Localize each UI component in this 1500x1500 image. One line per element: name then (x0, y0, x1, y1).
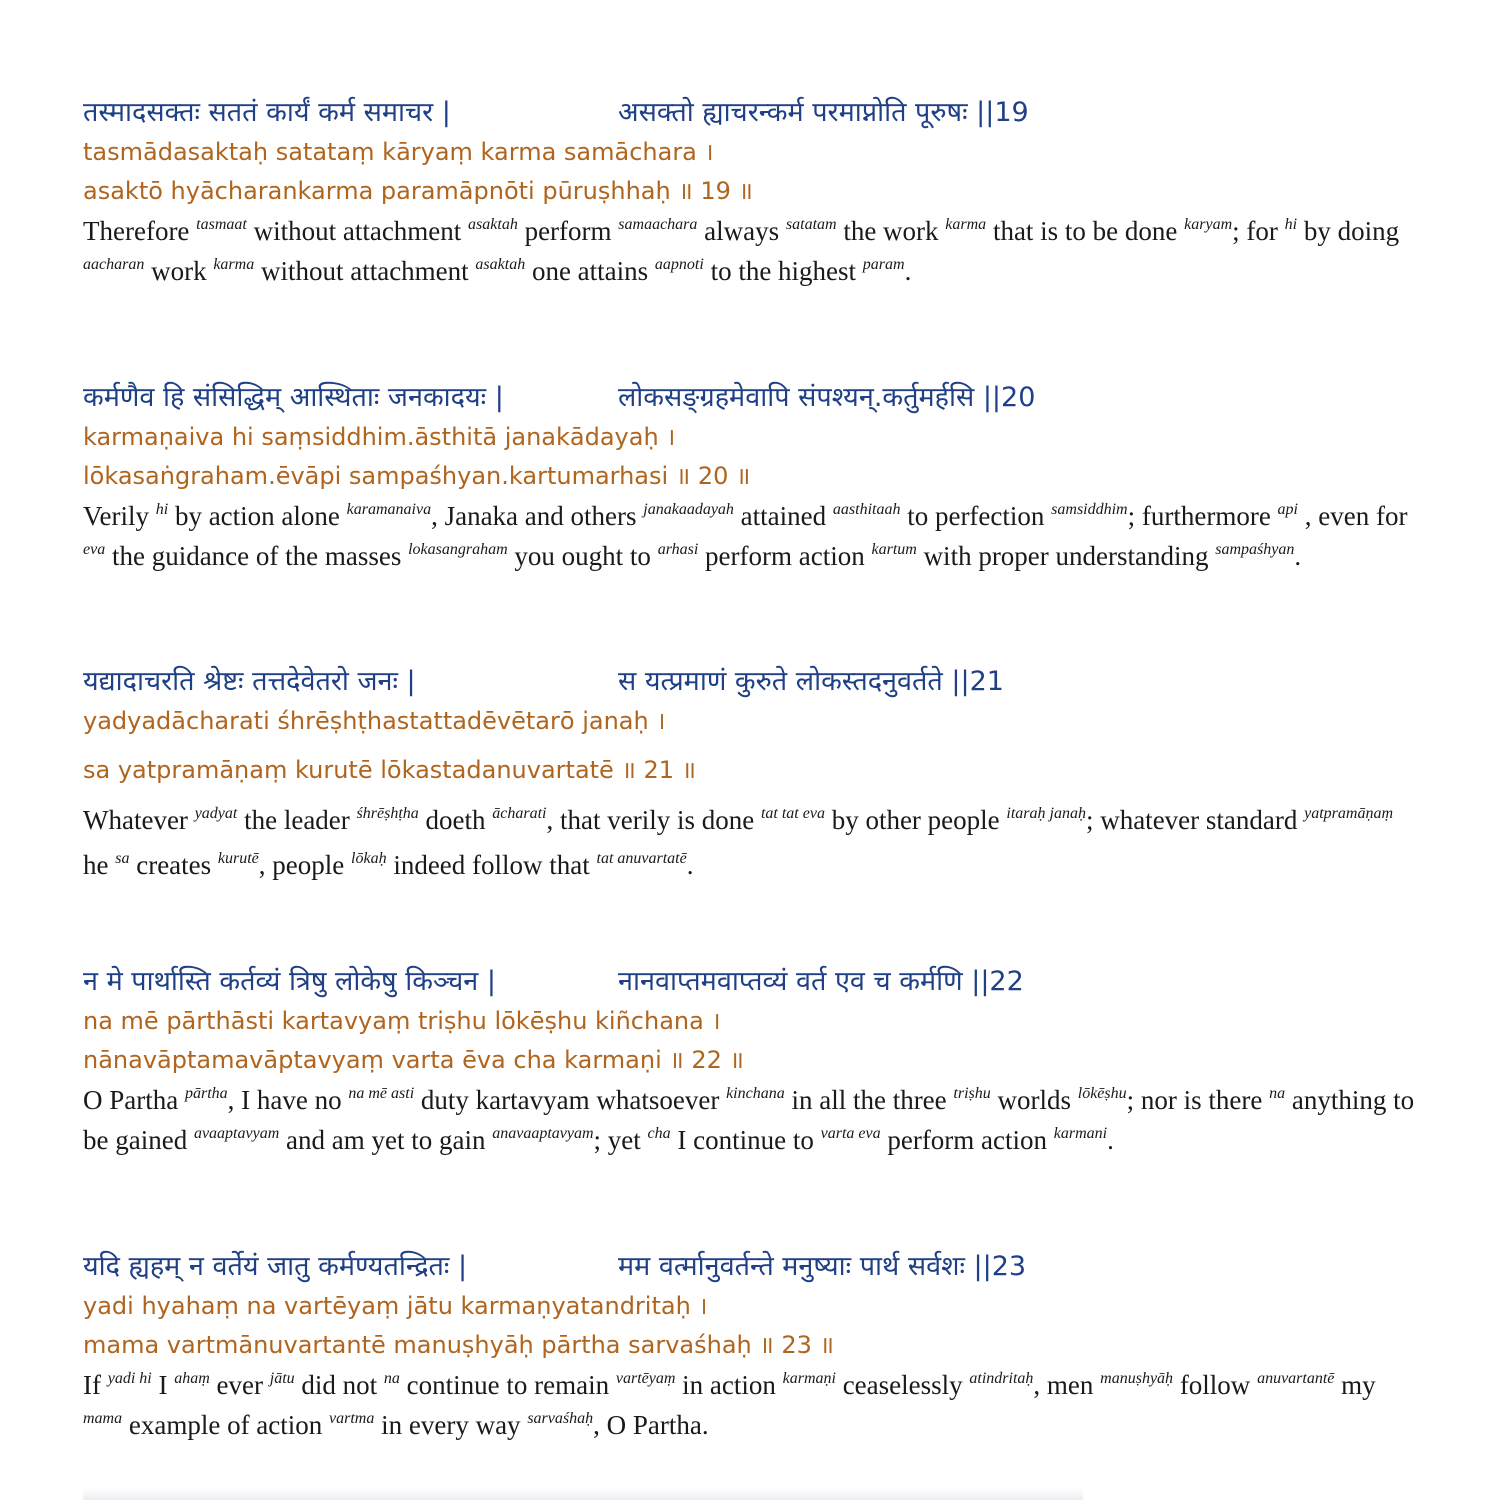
gloss-text: worlds (990, 1085, 1078, 1115)
translation (83, 1080, 1418, 1160)
gloss-sanskrit-word: karma (945, 216, 987, 233)
gloss-sanskrit-word: karamanaiva (346, 501, 432, 518)
gloss-sanskrit-word: atindritaḥ (969, 1370, 1034, 1387)
transliteration-line-1: tasmādasaktaḥ satataṃ kāryaṃ karma samāchara । (83, 138, 714, 166)
gloss-text: did not (294, 1370, 384, 1400)
transliteration-line-2: lōkasaṅgraham.ēvāpi sampaśhyan.kartumarhasi ॥ 20 ॥ (83, 462, 751, 490)
gloss-sanskrit-word: vartma (329, 1410, 375, 1427)
gloss-text: . (686, 850, 694, 880)
sanskrit-half-1: यद्यादाचरति श्रेष्टः तत्तदेवेतरो जनः | (83, 666, 416, 697)
transliteration-line-1: na mē pārthāsti kartavyaṃ triṣhu lōkēṣhu kiñchana । (83, 1007, 721, 1035)
gloss-text: the leader (237, 805, 357, 835)
gloss-text: by action alone (168, 501, 347, 531)
gloss-sanskrit-word: sampaśhyan (1215, 541, 1295, 558)
sanskrit-line (83, 378, 1423, 418)
gloss-sanskrit-word: yadi hi (107, 1370, 152, 1387)
sanskrit-half-1: तस्मादसक्तः सततं कार्यं कर्म समाचर | (83, 97, 451, 128)
sanskrit-line (83, 662, 1423, 702)
gloss-sanskrit-word: lōkaḥ (351, 850, 387, 867)
gloss-sanskrit-word: vartēyaṃ (615, 1370, 676, 1387)
gloss-text: . (904, 256, 912, 286)
gloss-sanskrit-word: yadyat (194, 805, 238, 822)
gloss-sanskrit-word: karmaṇi (782, 1370, 836, 1387)
gloss-text: in every way (374, 1410, 528, 1440)
gloss-text: . (1107, 1125, 1114, 1155)
gloss-text: follow (1173, 1370, 1258, 1400)
gloss-sanskrit-word: lōkēṣhu (1077, 1085, 1127, 1102)
gloss-sanskrit-word: na (1269, 1085, 1286, 1102)
gloss-sanskrit-word: samsiddhim (1051, 501, 1128, 518)
gloss-text: O Partha (83, 1085, 185, 1115)
gloss-sanskrit-word: arhasi (657, 541, 699, 558)
verse-22 (83, 962, 1423, 1160)
gloss-text: creates (129, 850, 218, 880)
gloss-text: one attains (525, 256, 655, 286)
gloss-sanskrit-word: api (1277, 501, 1298, 518)
gloss-text: perform action (698, 541, 872, 571)
gloss-sanskrit-word: sa (115, 850, 130, 867)
sanskrit-half-1: कर्मणैव हि संसिद्धिम् आस्थिताः जनकादयः | (83, 382, 504, 413)
gloss-text: you ought to (507, 541, 658, 571)
gloss-text: , that verily is done (546, 805, 761, 835)
sanskrit-line (83, 1247, 1423, 1287)
gloss-sanskrit-word: hi (155, 501, 169, 518)
gloss-text: continue to remain (399, 1370, 616, 1400)
gloss-text: example of action (122, 1410, 330, 1440)
gloss-sanskrit-word: ācharati (492, 805, 547, 822)
gloss-text: . (1294, 541, 1302, 571)
gloss-text: to perfection (900, 501, 1052, 531)
transliteration-line-2: mama vartmānuvartantē manuṣhyāḥ pārtha sarvaśhaḥ ॥ 23 ॥ (83, 1331, 834, 1359)
gloss-sanskrit-word: itaraḥ janaḥ (1006, 805, 1086, 822)
gloss-sanskrit-word: param (862, 256, 905, 273)
gloss-sanskrit-word: manuṣhyāḥ (1100, 1370, 1174, 1387)
gloss-sanskrit-word: avaaptavyam (193, 1125, 280, 1142)
gloss-text: , even for (1298, 501, 1408, 531)
gloss-text: he (83, 850, 116, 880)
gloss-text: that is to be done (986, 216, 1185, 246)
gloss-sanskrit-word: anavaaptavyam (492, 1125, 594, 1142)
gloss-sanskrit-word: jātu (269, 1370, 295, 1387)
gloss-text: the guidance of the masses (105, 541, 409, 571)
gloss-text: in all the three (784, 1085, 954, 1115)
verse-23 (83, 1247, 1423, 1445)
gloss-sanskrit-word: lokasangraham (408, 541, 508, 558)
gloss-text: to the highest (703, 256, 863, 286)
sanskrit-line (83, 962, 1423, 1002)
gloss-sanskrit-word: varta eva (820, 1125, 881, 1142)
sanskrit-half-2: स यत्प्रमाणं कुरुते लोकस्तदनुवर्तते ||21 (618, 666, 1004, 697)
sanskrit-half-1: यदि ह्यहम् न वर्तेयं जातु कर्मण्यतन्द्रितः | (83, 1251, 468, 1282)
transliteration-line-1: karmaṇaiva hi saṃsiddhim.āsthitā janakādayaḥ । (83, 423, 676, 451)
gloss-text: indeed follow that (386, 850, 597, 880)
gloss-sanskrit-word: ahaṃ (174, 1370, 210, 1387)
gloss-text: by doing (1297, 216, 1400, 246)
verse-21 (83, 662, 1423, 888)
transliteration-line-2: sa yatpramāṇaṃ kurutē lōkastadanuvartatē ॥ 21 ॥ (83, 756, 697, 784)
gloss-sanskrit-word: cha (647, 1125, 671, 1142)
translation (83, 798, 1418, 888)
sanskrit-half-2: मम वर्त्मानुवर्तन्ते मनुष्याः पार्थ सर्वशः ||23 (618, 1251, 1027, 1282)
next-verse-cutoff (83, 1488, 1083, 1500)
gloss-text: I (151, 1370, 175, 1400)
gloss-text: , men (1033, 1370, 1101, 1400)
gloss-text: I continue to (670, 1125, 821, 1155)
gloss-sanskrit-word: tat anuvartatē (596, 850, 687, 867)
gloss-text: in action (675, 1370, 783, 1400)
gloss-text: with proper understanding (916, 541, 1216, 571)
gloss-text: Verily (83, 501, 156, 531)
gloss-text: anything to be gained (83, 1085, 1415, 1155)
gloss-sanskrit-word: sarvaśhaḥ (527, 1410, 594, 1427)
sanskrit-half-2: असक्तो ह्याचरन्कर्म परमाप्नोति पूरुषः ||19 (618, 97, 1029, 128)
verse-19 (83, 93, 1423, 291)
gloss-sanskrit-word: aasthitaah (832, 501, 901, 518)
gloss-text: without attachment (246, 216, 469, 246)
gloss-text: always (697, 216, 786, 246)
gloss-text: and am yet to gain (279, 1125, 493, 1155)
gloss-sanskrit-word: asaktah (475, 256, 526, 273)
sanskrit-half-2: नानवाप्तमवाप्तव्यं वर्त एव च कर्मणि ||22 (618, 966, 1024, 997)
gloss-text: , Janaka and others (431, 501, 644, 531)
gloss-sanskrit-word: hi (1284, 216, 1298, 233)
gloss-text: If (83, 1370, 108, 1400)
transliteration-line-1: yadyadācharati śhrēṣhṭhastattadēvētarō janaḥ । (83, 707, 666, 735)
gloss-sanskrit-word: yatpramāṇaṃ (1304, 805, 1394, 822)
sanskrit-line (83, 93, 1423, 133)
translation (83, 496, 1418, 576)
gloss-text: perform action (880, 1125, 1054, 1155)
gloss-sanskrit-word: kurutē (217, 850, 259, 867)
gloss-text: without attachment (254, 256, 476, 286)
gloss-sanskrit-word: satatam (785, 216, 837, 233)
transliteration-line-1: yadi hyahaṃ na vartēyaṃ jātu karmaṇyatandritaḥ । (83, 1292, 708, 1320)
gloss-sanskrit-word: aapnoti (654, 256, 704, 273)
gloss-text: , people (258, 850, 352, 880)
gloss-sanskrit-word: pārtha (184, 1085, 228, 1102)
gloss-sanskrit-word: karmani (1053, 1125, 1108, 1142)
gloss-sanskrit-word: samaachara (618, 216, 698, 233)
sanskrit-half-2: लोकसङ्ग्रहमेवापि संपश्यन्.कर्तुमर्हसि ||20 (618, 382, 1036, 413)
gloss-text: ever (209, 1370, 270, 1400)
gloss-text: ceaselessly (835, 1370, 970, 1400)
gloss-sanskrit-word: triṣhu (953, 1085, 991, 1102)
gloss-text: duty kartavyam whatsoever (414, 1085, 727, 1115)
gloss-text: the work (836, 216, 946, 246)
verse-20 (83, 378, 1423, 576)
gloss-text: , O Partha. (593, 1410, 709, 1440)
translation (83, 211, 1418, 291)
gloss-text: by other people (824, 805, 1007, 835)
gloss-sanskrit-word: kinchana (726, 1085, 785, 1102)
gloss-text: doeth (418, 805, 493, 835)
gloss-text: ; furthermore (1127, 501, 1278, 531)
gloss-sanskrit-word: asaktah (468, 216, 518, 233)
gloss-sanskrit-word: na mē asti (348, 1085, 415, 1102)
gloss-text: attained (733, 501, 833, 531)
gloss-sanskrit-word: śhrēṣhṭha (356, 805, 419, 822)
gloss-sanskrit-word: anuvartantē (1257, 1370, 1335, 1387)
gloss-text: perform (517, 216, 619, 246)
gloss-sanskrit-word: karma (213, 256, 255, 273)
gloss-sanskrit-word: tasmaat (196, 216, 247, 233)
gloss-text: , I have no (227, 1085, 349, 1115)
gloss-sanskrit-word: eva (83, 541, 106, 558)
gloss-sanskrit-word: na (383, 1370, 400, 1387)
gloss-sanskrit-word: karyam (1184, 216, 1233, 233)
transliteration-line-2: asaktō hyācharankarma paramāpnōti pūruṣhhaḥ ॥ 19 ॥ (83, 177, 753, 205)
transliteration-line-2: nānavāptamavāptavyaṃ varta ēva cha karmaṇi ॥ 22 ॥ (83, 1046, 744, 1074)
gloss-text: my (1334, 1370, 1376, 1400)
gloss-text: ; whatever standard (1085, 805, 1305, 835)
gloss-text: work (144, 256, 214, 286)
gloss-sanskrit-word: tat tat eva (760, 805, 825, 822)
gloss-sanskrit-word: janakaadayah (643, 501, 734, 518)
gloss-text: ; yet (593, 1125, 648, 1155)
gloss-sanskrit-word: aacharan (83, 256, 145, 273)
gloss-text: Whatever (83, 805, 195, 835)
translation (83, 1365, 1418, 1445)
sanskrit-half-1: न मे पार्थास्ति कर्तव्यं त्रिषु लोकेषु किञ्चन | (83, 966, 496, 997)
gloss-text: Therefore (83, 216, 197, 246)
gloss-text: ; for (1232, 216, 1285, 246)
gloss-sanskrit-word: mama (83, 1410, 123, 1427)
gloss-text: ; nor is there (1126, 1085, 1270, 1115)
gloss-sanskrit-word: kartum (871, 541, 917, 558)
